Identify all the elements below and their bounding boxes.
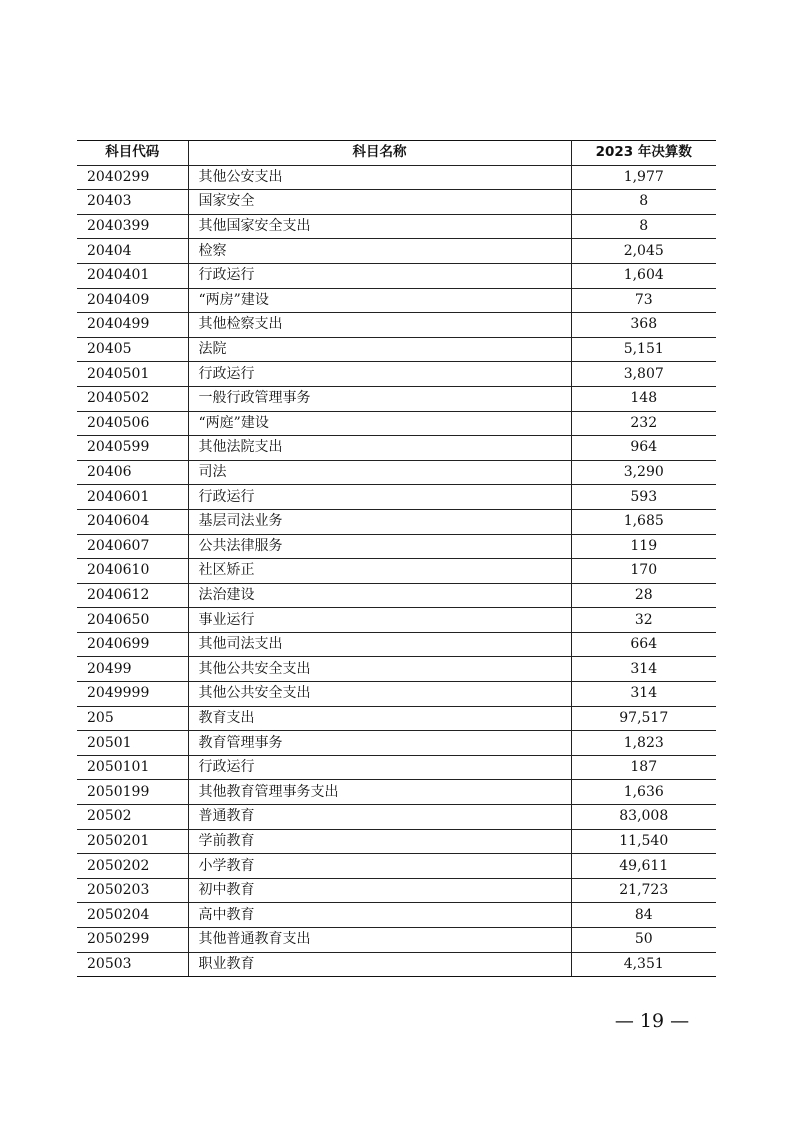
cell-subject-code: 2050299 [77,928,188,953]
cell-subject-name: 法治建设 [188,583,571,608]
cell-subject-code: 2040409 [77,288,188,313]
cell-final-amount: 4,351 [571,952,716,977]
table-row [77,239,716,264]
header-final-amount: 2023 年决算数 [571,141,716,166]
cell-subject-code: 2050202 [77,854,188,879]
cell-final-amount: 187 [571,755,716,780]
cell-final-amount: 49,611 [571,854,716,879]
cell-subject-code: 2040650 [77,608,188,633]
cell-subject-name: 公共法律服务 [188,534,571,559]
cell-subject-code: 2040604 [77,509,188,534]
table-row [77,755,716,780]
cell-final-amount: 119 [571,534,716,559]
cell-subject-name: 初中教育 [188,878,571,903]
cell-subject-code: 2050199 [77,780,188,805]
cell-subject-name: 其他检察支出 [188,313,571,338]
table-row [77,952,716,977]
table-row [77,411,716,436]
table-row [77,805,716,830]
table-row [77,214,716,239]
cell-subject-name: “两庭”建设 [188,411,571,436]
cell-final-amount: 3,290 [571,460,716,485]
cell-subject-name: 其他法院支出 [188,436,571,461]
cell-final-amount: 11,540 [571,829,716,854]
table-row [77,362,716,387]
cell-subject-code: 2040502 [77,386,188,411]
cell-final-amount: 28 [571,583,716,608]
table-header-row [77,141,716,166]
table-row [77,829,716,854]
cell-subject-code: 20404 [77,239,188,264]
cell-final-amount: 148 [571,386,716,411]
cell-final-amount: 32 [571,608,716,633]
cell-subject-name: 其他司法支出 [188,632,571,657]
cell-subject-code: 2040499 [77,313,188,338]
table-row [77,583,716,608]
cell-final-amount: 1,604 [571,263,716,288]
table-row [77,337,716,362]
table-row [77,460,716,485]
table-row [77,313,716,338]
cell-subject-code: 2040607 [77,534,188,559]
cell-subject-code: 2040599 [77,436,188,461]
header-subject-name: 科目名称 [188,141,571,166]
cell-final-amount: 314 [571,682,716,707]
table-row [77,190,716,215]
cell-subject-code: 2040601 [77,485,188,510]
cell-subject-name: 事业运行 [188,608,571,633]
cell-subject-code: 20406 [77,460,188,485]
table-row [77,706,716,731]
cell-subject-name: 职业教育 [188,952,571,977]
cell-subject-code: 2049999 [77,682,188,707]
cell-subject-code: 2040401 [77,263,188,288]
cell-final-amount: 232 [571,411,716,436]
cell-subject-code: 20503 [77,952,188,977]
cell-final-amount: 1,636 [571,780,716,805]
cell-subject-code: 20405 [77,337,188,362]
cell-subject-name: 其他公共安全支出 [188,657,571,682]
cell-final-amount: 593 [571,485,716,510]
cell-subject-name: 教育管理事务 [188,731,571,756]
cell-subject-name: 社区矫正 [188,559,571,584]
cell-subject-name: 普通教育 [188,805,571,830]
cell-subject-name: 其他公共安全支出 [188,682,571,707]
cell-subject-name: 其他公安支出 [188,165,571,190]
cell-subject-name: 法院 [188,337,571,362]
table-row [77,534,716,559]
cell-subject-code: 2040299 [77,165,188,190]
table-row [77,780,716,805]
cell-subject-code: 2040506 [77,411,188,436]
cell-subject-code: 20403 [77,190,188,215]
cell-final-amount: 1,685 [571,509,716,534]
cell-subject-name: 学前教育 [188,829,571,854]
table-row [77,559,716,584]
cell-subject-name: 基层司法业务 [188,509,571,534]
cell-final-amount: 73 [571,288,716,313]
cell-final-amount: 314 [571,657,716,682]
cell-final-amount: 1,977 [571,165,716,190]
cell-subject-name: 高中教育 [188,903,571,928]
cell-subject-code: 2050203 [77,878,188,903]
cell-subject-code: 20499 [77,657,188,682]
table-row [77,509,716,534]
cell-final-amount: 83,008 [571,805,716,830]
cell-final-amount: 97,517 [571,706,716,731]
cell-final-amount: 8 [571,190,716,215]
table-row [77,878,716,903]
cell-subject-code: 2040501 [77,362,188,387]
cell-subject-name: 行政运行 [188,263,571,288]
cell-subject-name: 国家安全 [188,190,571,215]
budget-table [77,140,716,977]
table-row [77,263,716,288]
cell-subject-code: 20502 [77,805,188,830]
cell-final-amount: 5,151 [571,337,716,362]
table-row [77,608,716,633]
page-number: — 19 — [614,1010,690,1032]
cell-subject-name: “两房”建设 [188,288,571,313]
cell-subject-code: 20501 [77,731,188,756]
cell-final-amount: 50 [571,928,716,953]
cell-subject-name: 行政运行 [188,362,571,387]
table-body [77,165,716,977]
table-row [77,436,716,461]
table-row [77,485,716,510]
cell-final-amount: 2,045 [571,239,716,264]
table-row [77,632,716,657]
cell-subject-name: 其他普通教育支出 [188,928,571,953]
cell-final-amount: 368 [571,313,716,338]
cell-subject-name: 司法 [188,460,571,485]
cell-subject-name: 其他教育管理事务支出 [188,780,571,805]
table-row [77,731,716,756]
cell-subject-code: 2040612 [77,583,188,608]
cell-subject-code: 2050204 [77,903,188,928]
cell-final-amount: 3,807 [571,362,716,387]
cell-final-amount: 84 [571,903,716,928]
table-row [77,903,716,928]
table-row [77,657,716,682]
cell-subject-code: 205 [77,706,188,731]
table-row [77,165,716,190]
cell-final-amount: 21,723 [571,878,716,903]
cell-subject-name: 小学教育 [188,854,571,879]
table-row [77,386,716,411]
cell-subject-code: 2050201 [77,829,188,854]
table-row [77,288,716,313]
cell-subject-name: 检察 [188,239,571,264]
cell-subject-code: 2040399 [77,214,188,239]
cell-final-amount: 8 [571,214,716,239]
table-row [77,928,716,953]
cell-final-amount: 170 [571,559,716,584]
cell-subject-code: 2040610 [77,559,188,584]
cell-subject-code: 2040699 [77,632,188,657]
cell-subject-name: 其他国家安全支出 [188,214,571,239]
table-row [77,682,716,707]
cell-subject-code: 2050101 [77,755,188,780]
cell-subject-name: 教育支出 [188,706,571,731]
table-row [77,854,716,879]
cell-final-amount: 964 [571,436,716,461]
cell-final-amount: 1,823 [571,731,716,756]
cell-subject-name: 行政运行 [188,485,571,510]
header-subject-code: 科目代码 [77,141,188,166]
cell-final-amount: 664 [571,632,716,657]
cell-subject-name: 行政运行 [188,755,571,780]
cell-subject-name: 一般行政管理事务 [188,386,571,411]
